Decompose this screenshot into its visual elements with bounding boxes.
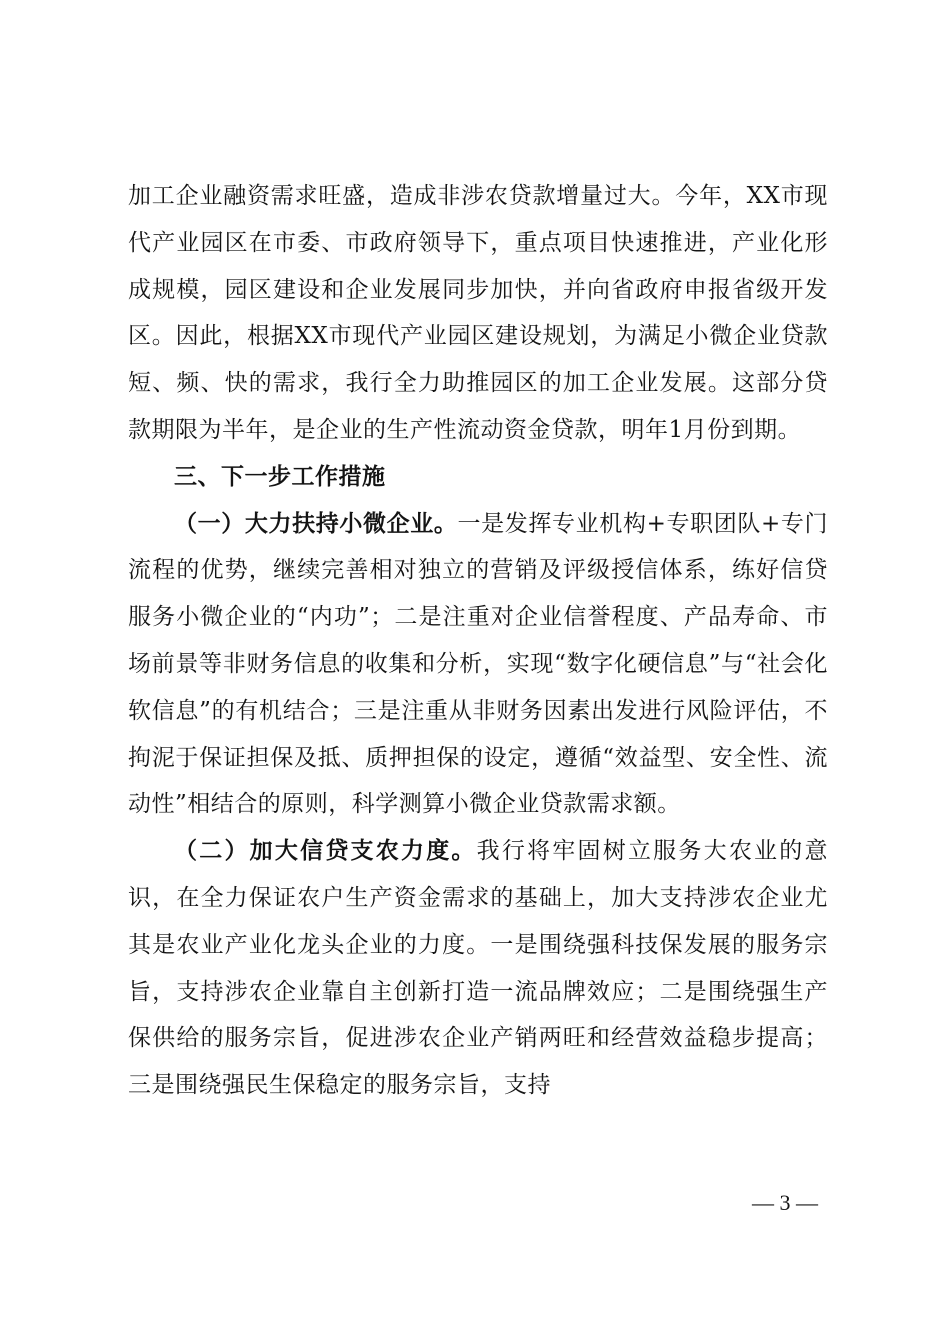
measure-paragraph-2 (128, 828, 828, 1109)
measure-text: 一是发挥专业机构+专职团队+专门流程的优势，继续完善相对独立的营销及评级授信体系，练好信贷服务小微企业的“内功”；二是注重对企业信誉程度、产品寿命、市场前景等非财务信息的收集和分析，实现“数字化硬信息”与“社会化软信息”的有机结合；三是注重从非财务因素出发进行风险评估，不拘泥于保证担保及抵、质押担保的设定，遵循“效益型、安全性、流动性”相结合的原则，科学测算小微企业贷款需求额。 (128, 510, 829, 818)
section-heading: 三、下一步工作措施 (174, 463, 386, 490)
continuation-paragraph (128, 173, 828, 454)
paragraph-text: 加工企业融资需求旺盛，造成非涉农贷款增量过大。今年，XX市现代产业园区在市委、市政府领导下，重点项目快速推进，产业化形成规模，园区建设和企业发展同步加快，并向省政府申报省级开发区。因此，根据XX市现代产业园区建设规划，为满足小微企业贷款短、频、快的需求，我行全力助推园区的加工企业发展。这部分贷款期限为半年，是企业的生产性流动资金贷款，明年1月份到期。 (128, 183, 828, 443)
measure-text: 我行将牢固树立服务大农业的意识，在全力保证农户生产资金需求的基础上，加大支持涉农企业尤其是农业产业化龙头企业的力度。一是围绕强科技保发展的服务宗旨，支持涉农企业靠自主创新打造一流品牌效应；二是围绕强生产保供给的服务宗旨，促进涉农企业产销两旺和经营效益稳步提高；三是围绕强民生保稳定的服务宗旨，支持 (128, 838, 829, 1099)
measure-lead: （一）大力扶持小微企业。 (174, 509, 458, 537)
measure-lead: （二）加大信贷支农力度。 (174, 837, 477, 865)
measure-paragraph-1 (128, 501, 828, 829)
page-number: — 3 — (752, 1190, 818, 1215)
document-body (128, 173, 828, 1109)
